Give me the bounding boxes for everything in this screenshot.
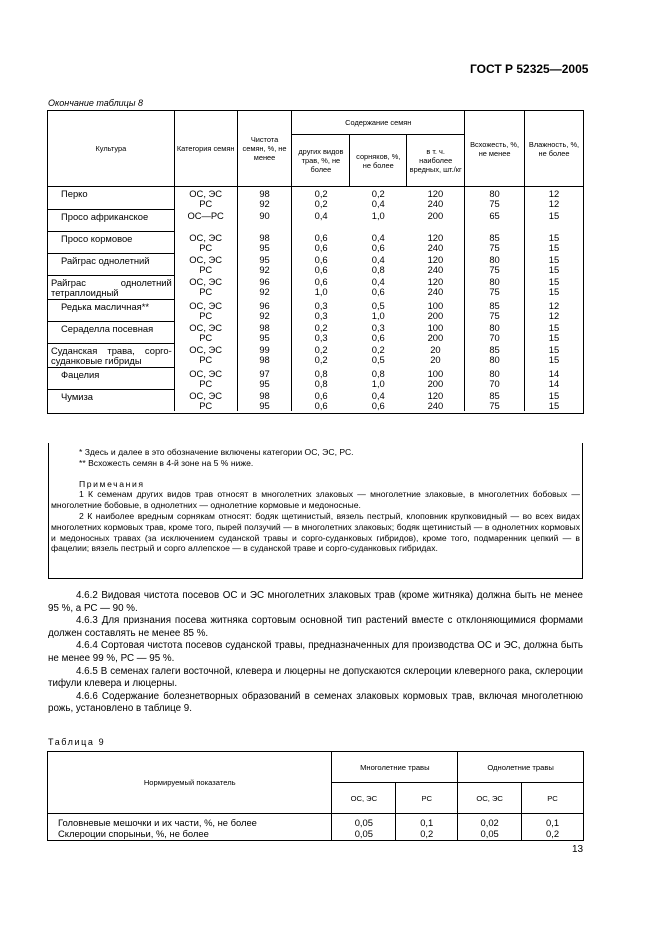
germ-cell — [465, 321, 525, 343]
harmful-value: 120 — [427, 390, 444, 401]
harmful-value: 100 — [427, 300, 444, 311]
moist-value: 15 — [548, 344, 560, 355]
t9-header-indicator: Нормируемый показатель — [48, 752, 332, 814]
weeds-value: 0,4 — [371, 232, 385, 243]
harmful-cell — [407, 231, 465, 253]
harmful-cell — [407, 343, 465, 367]
germ-value: 75 — [489, 264, 500, 275]
other-value: 0,2 — [314, 344, 328, 355]
germ-value: 80 — [489, 322, 500, 333]
moist-cell — [525, 275, 584, 299]
weeds-value: 0,6 — [371, 332, 385, 343]
table8-notes — [48, 443, 583, 579]
moist-value: 15 — [548, 210, 560, 221]
value-cell: 0,02 — [458, 814, 522, 829]
category-value: ОС, ЭС — [189, 188, 223, 199]
category-cell — [174, 275, 237, 299]
body-text — [48, 590, 583, 716]
moist-value: 15 — [548, 232, 560, 243]
paragraph-4-6-3: 4.6.3 Для признания посева житняка сортовым основной тип растений вместе с отклоняющимися формами должен составлять не менее 85 %. — [48, 615, 583, 639]
other-cell — [292, 253, 350, 275]
table-row — [48, 299, 584, 321]
other-value: 0,2 — [314, 354, 328, 365]
germ-value: 75 — [489, 286, 500, 297]
moist-value: 12 — [548, 310, 560, 321]
other-value: 0,3 — [314, 300, 328, 311]
category-cell — [174, 343, 237, 367]
harmful-value: 240 — [427, 198, 444, 209]
purity-value: 98 — [259, 354, 270, 365]
germ-cell — [465, 253, 525, 275]
germ-cell — [465, 343, 525, 367]
harmful-cell — [407, 299, 465, 321]
germ-value: 80 — [489, 188, 500, 199]
purity-value: 96 — [259, 276, 270, 287]
moist-value: 15 — [548, 286, 560, 297]
harmful-value: 200 — [427, 210, 444, 221]
culture-cell: Фацелия — [48, 367, 175, 389]
purity-value: 92 — [259, 198, 270, 209]
culture-cell: Райграс однолетний — [48, 253, 175, 275]
purity-value: 96 — [259, 300, 270, 311]
weeds-value: 1,0 — [371, 378, 385, 389]
weeds-cell — [350, 299, 407, 321]
footnote-2: ** Всхожесть семян в 4-й зоне на 5 % ниже. — [79, 457, 254, 468]
germ-value: 85 — [489, 232, 500, 243]
germ-value: 80 — [489, 354, 500, 365]
culture-cell: Просо африканское — [48, 209, 175, 231]
table-row — [48, 367, 584, 389]
moist-value: 12 — [548, 198, 560, 209]
category-value: РС — [199, 310, 213, 321]
other-value: 0,8 — [314, 378, 328, 389]
table-row-spacer — [48, 411, 584, 413]
harmful-cell — [407, 187, 465, 210]
other-value: 0,3 — [314, 332, 328, 343]
table-row — [48, 209, 584, 231]
purity-value: 95 — [259, 332, 270, 343]
purity-value: 95 — [259, 242, 270, 253]
moist-value: 12 — [548, 300, 560, 311]
weeds-cell — [350, 321, 407, 343]
note-2: 2 К наиболее вредным сорнякам относят: бодяк щетинистый, вязель пестрый, клоповник крупковидный — во всех видах многолетних кормовых трав, кроме того, пырей ползучий — в многолетних злаковых; бодяк щетинистый — в однолетних кормовых и медоносных травах (за исключением суданской травы и сорго-суданковых гибридов), кроме того, подмаренник цепкий — в фацелии; вязель пестрый и сорго аллепское — в суданской траве и сорго-суданковых гибридах. — [51, 510, 580, 554]
moist-cell — [525, 231, 584, 253]
page-number: 13 — [572, 844, 584, 855]
note-1: 1 К семенам других видов трав относят в многолетних злаковых — многолетние злаковые, в многолетних бобовых — многолетние бобовые, в однолетних — однолетние кормовые и медоносные. — [51, 489, 580, 511]
category-value: ОС, ЭС — [189, 276, 223, 287]
purity-value: 98 — [259, 232, 270, 243]
purity-value: 92 — [259, 310, 270, 321]
value-cell: 0,1 — [396, 814, 458, 829]
weeds-value: 0,4 — [371, 254, 385, 265]
purity-cell — [237, 187, 292, 210]
purity-cell — [237, 343, 292, 367]
purity-value: 98 — [259, 322, 270, 333]
category-value: РС — [199, 286, 213, 297]
moist-value: 12 — [548, 188, 560, 199]
header-weeds: сорняков, %, не более — [350, 135, 407, 187]
header-category: Категория семян — [174, 111, 237, 187]
germ-value: 80 — [489, 368, 500, 379]
category-value: РС — [199, 332, 213, 343]
germ-cell — [465, 209, 525, 231]
weeds-value: 0,4 — [371, 276, 385, 287]
table9 — [47, 751, 584, 841]
weeds-value: 0,3 — [371, 322, 385, 333]
purity-value: 95 — [259, 400, 270, 411]
weeds-value: 0,8 — [371, 368, 385, 379]
other-cell — [292, 299, 350, 321]
purity-cell — [237, 321, 292, 343]
weeds-cell — [350, 367, 407, 389]
weeds-cell — [350, 253, 407, 275]
table-row — [48, 321, 584, 343]
other-value: 0,4 — [314, 210, 328, 221]
germ-cell — [465, 187, 525, 210]
harmful-value: 200 — [427, 310, 444, 321]
moist-cell — [525, 299, 584, 321]
t9-header-annual: Однолетние травы — [458, 752, 584, 783]
other-value: 0,2 — [314, 322, 328, 333]
category-value: РС — [199, 242, 213, 253]
moist-value: 15 — [548, 354, 560, 365]
moist-value: 15 — [548, 400, 560, 411]
other-cell — [292, 343, 350, 367]
purity-value: 92 — [259, 264, 270, 275]
weeds-cell — [350, 209, 407, 231]
harmful-value: 200 — [427, 378, 444, 389]
table8 — [47, 110, 584, 414]
category-value: РС — [199, 354, 213, 365]
weeds-value: 0,2 — [371, 188, 385, 199]
purity-cell — [237, 253, 292, 275]
value-cell: 0,05 — [332, 828, 396, 840]
header-seed-content: Содержание семян — [292, 111, 465, 135]
category-cell — [174, 231, 237, 253]
category-cell — [174, 253, 237, 275]
weeds-value: 1,0 — [371, 210, 385, 221]
harmful-value: 200 — [427, 332, 444, 343]
table-row — [48, 187, 584, 210]
weeds-cell — [350, 343, 407, 367]
paragraph-4-6-6: 4.6.6 Содержание болезнетворных образований в семенах злаковых кормовых трав, включая многолетнюю рожь, установлено в таблице 9. — [48, 690, 583, 715]
table-row — [48, 253, 584, 275]
other-value: 0,6 — [314, 232, 328, 243]
value-cell: 0,2 — [522, 828, 584, 840]
harmful-value: 240 — [427, 242, 444, 253]
notes-title: Примечания — [79, 478, 145, 489]
weeds-value: 0,8 — [371, 264, 385, 275]
purity-value: 98 — [259, 188, 270, 199]
germ-cell — [465, 299, 525, 321]
moist-value: 15 — [548, 242, 560, 253]
moist-cell — [525, 321, 584, 343]
t9-header-annual-os-es: ОС, ЭС — [458, 783, 522, 814]
header-culture: Культура — [48, 111, 175, 187]
germ-value: 85 — [489, 390, 500, 401]
table-row — [48, 389, 584, 411]
purity-value: 95 — [259, 254, 270, 265]
weeds-value: 0,5 — [371, 354, 385, 365]
harmful-value: 120 — [427, 276, 444, 287]
weeds-cell — [350, 389, 407, 411]
table9-caption: Таблица 9 — [48, 737, 106, 747]
other-value: 0,2 — [314, 188, 328, 199]
germ-cell — [465, 389, 525, 411]
other-cell — [292, 209, 350, 231]
category-value: РС — [199, 378, 213, 389]
weeds-value: 0,4 — [371, 198, 385, 209]
germ-cell — [465, 275, 525, 299]
category-cell — [174, 367, 237, 389]
other-cell — [292, 367, 350, 389]
category-value: ОС, ЭС — [189, 390, 223, 401]
category-value: ОС, ЭС — [189, 344, 223, 355]
other-value: 0,2 — [314, 198, 328, 209]
germ-value: 80 — [489, 254, 500, 265]
harmful-value: 240 — [427, 400, 444, 411]
moist-cell — [525, 187, 584, 210]
moist-value: 15 — [548, 390, 560, 401]
harmful-cell — [407, 209, 465, 231]
table9-row — [48, 814, 584, 829]
culture-cell: Перко — [48, 187, 175, 210]
moist-cell — [525, 367, 584, 389]
purity-cell — [237, 275, 292, 299]
table-row — [48, 343, 584, 367]
purity-cell — [237, 231, 292, 253]
table9-row — [48, 828, 584, 840]
weeds-value: 0,6 — [371, 400, 385, 411]
spacer-cell — [48, 411, 584, 413]
germ-value: 85 — [489, 300, 500, 311]
harmful-value: 20 — [430, 354, 441, 365]
other-value: 0,6 — [314, 264, 328, 275]
other-cell — [292, 187, 350, 210]
purity-value: 90 — [259, 210, 270, 221]
header-moisture: Влажность, %, не более — [525, 111, 584, 187]
culture-cell: Суданская трава, сорго-суданковые гибриды — [48, 343, 175, 367]
germ-value: 75 — [489, 198, 500, 209]
purity-cell — [237, 299, 292, 321]
table8-caption: Окончание таблицы 8 — [48, 98, 143, 108]
category-cell — [174, 299, 237, 321]
header-germination: Всхожесть, %, не менее — [465, 111, 525, 187]
value-cell: 0,2 — [396, 828, 458, 840]
weeds-value: 0,6 — [371, 286, 385, 297]
moist-cell — [525, 253, 584, 275]
category-value: ОС, ЭС — [189, 300, 223, 311]
harmful-value: 100 — [427, 368, 444, 379]
header-other-grass: других видов трав, %, не более — [292, 135, 350, 187]
moist-value: 15 — [548, 322, 560, 333]
indicator-cell: Головневые мешочки и их части, %, не более — [48, 814, 332, 829]
culture-cell: Чумиза — [48, 389, 175, 411]
purity-cell — [237, 389, 292, 411]
other-value: 0,6 — [314, 390, 328, 401]
weeds-cell — [350, 275, 407, 299]
category-cell — [174, 389, 237, 411]
t9-header-perennial-rs: РС — [396, 783, 458, 814]
harmful-value: 240 — [427, 286, 444, 297]
header-purity: Чистота семян, %, не менее — [237, 111, 292, 187]
other-value: 0,3 — [314, 310, 328, 321]
other-cell — [292, 321, 350, 343]
weeds-value: 0,5 — [371, 300, 385, 311]
other-cell — [292, 275, 350, 299]
value-cell: 0,05 — [458, 828, 522, 840]
harmful-value: 20 — [430, 344, 441, 355]
category-value: ОС, ЭС — [189, 368, 223, 379]
moist-value: 15 — [548, 332, 560, 343]
other-value: 0,6 — [314, 276, 328, 287]
category-value: ОС, ЭС — [189, 322, 223, 333]
purity-cell — [237, 209, 292, 231]
culture-cell: Райграс однолетний тетраплоидный — [48, 275, 175, 299]
moist-cell — [525, 209, 584, 231]
t9-header-perennial-os-es: ОС, ЭС — [332, 783, 396, 814]
category-value: РС — [199, 198, 213, 209]
germ-value: 75 — [489, 310, 500, 321]
table-row — [48, 231, 584, 253]
other-cell — [292, 389, 350, 411]
moist-cell — [525, 389, 584, 411]
other-cell — [292, 231, 350, 253]
table-row — [48, 275, 584, 299]
germ-value: 65 — [489, 210, 500, 221]
category-cell — [174, 187, 237, 210]
category-cell — [174, 209, 237, 231]
culture-cell: Редька масличная** — [48, 299, 175, 321]
category-value: ОС—РС — [187, 210, 224, 221]
harmful-value: 120 — [427, 254, 444, 265]
standard-code: ГОСТ Р 52325—2005 — [470, 62, 589, 76]
other-value: 0,6 — [314, 400, 328, 411]
weeds-cell — [350, 231, 407, 253]
harmful-cell — [407, 367, 465, 389]
other-value: 0,6 — [314, 242, 328, 253]
weeds-cell — [350, 187, 407, 210]
harmful-value: 120 — [427, 188, 444, 199]
paragraph-4-6-4: 4.6.4 Сортовая чистота посевов суданской травы, предназначенных для производства ОС и ЭС, должна быть не менее 99 %, РС — 95 %. — [48, 640, 583, 664]
other-value: 1,0 — [314, 286, 328, 297]
category-cell — [174, 321, 237, 343]
value-cell: 0,1 — [522, 814, 584, 829]
t9-header-perennial: Многолетние травы — [332, 752, 458, 783]
harmful-value: 100 — [427, 322, 444, 333]
harmful-value: 240 — [427, 264, 444, 275]
purity-value: 95 — [259, 378, 270, 389]
weeds-value: 0,4 — [371, 390, 385, 401]
paragraph-4-6-2: 4.6.2 Видовая чистота посевов ОС и ЭС многолетних злаковых трав (кроме житняка) должна быть не менее 95 %, а РС — 90 %. — [48, 590, 583, 614]
value-cell: 0,05 — [332, 814, 396, 829]
weeds-value: 1,0 — [371, 310, 385, 321]
moist-value: 15 — [548, 276, 560, 287]
germ-value: 75 — [489, 242, 500, 253]
t9-header-annual-rs: РС — [522, 783, 584, 814]
moist-value: 15 — [548, 254, 560, 265]
harmful-value: 120 — [427, 232, 444, 243]
germ-cell — [465, 367, 525, 389]
germ-value: 70 — [489, 332, 500, 343]
moist-cell — [525, 343, 584, 367]
footnote-1: * Здесь и далее в это обозначение включены категории ОС, ЭС, РС. — [79, 447, 354, 457]
harmful-cell — [407, 253, 465, 275]
germ-cell — [465, 231, 525, 253]
weeds-value: 0,6 — [371, 242, 385, 253]
germ-value: 70 — [489, 378, 500, 389]
harmful-cell — [407, 275, 465, 299]
moist-value: 14 — [548, 378, 560, 389]
harmful-cell — [407, 389, 465, 411]
category-value: РС — [199, 400, 213, 411]
purity-value: 98 — [259, 390, 270, 401]
germ-value: 85 — [489, 344, 500, 355]
purity-value: 97 — [259, 368, 270, 379]
harmful-cell — [407, 321, 465, 343]
paragraph-4-6-5: 4.6.5 В семенах галеги восточной, клевера и люцерны не допускаются склероции клеверного рака, склероции тифули клевера и люцерны. — [48, 665, 583, 690]
moist-value: 14 — [548, 368, 560, 379]
weeds-value: 0,2 — [371, 344, 385, 355]
culture-cell: Просо кормовое — [48, 231, 175, 253]
category-value: РС — [199, 264, 213, 275]
other-value: 0,8 — [314, 368, 328, 379]
culture-cell: Сераделла посевная — [48, 321, 175, 343]
indicator-cell: Склероции спорыньи, %, не более — [48, 828, 332, 840]
germ-value: 75 — [489, 400, 500, 411]
purity-value: 92 — [259, 286, 270, 297]
moist-value: 15 — [548, 264, 560, 275]
category-value: ОС, ЭС — [189, 232, 223, 243]
purity-cell — [237, 367, 292, 389]
germ-value: 80 — [489, 276, 500, 287]
header-harmful: в т. ч. наиболее вредных, шт./кг — [407, 135, 465, 187]
category-value: ОС, ЭС — [189, 254, 223, 265]
other-value: 0,6 — [314, 254, 328, 265]
purity-value: 99 — [259, 344, 270, 355]
